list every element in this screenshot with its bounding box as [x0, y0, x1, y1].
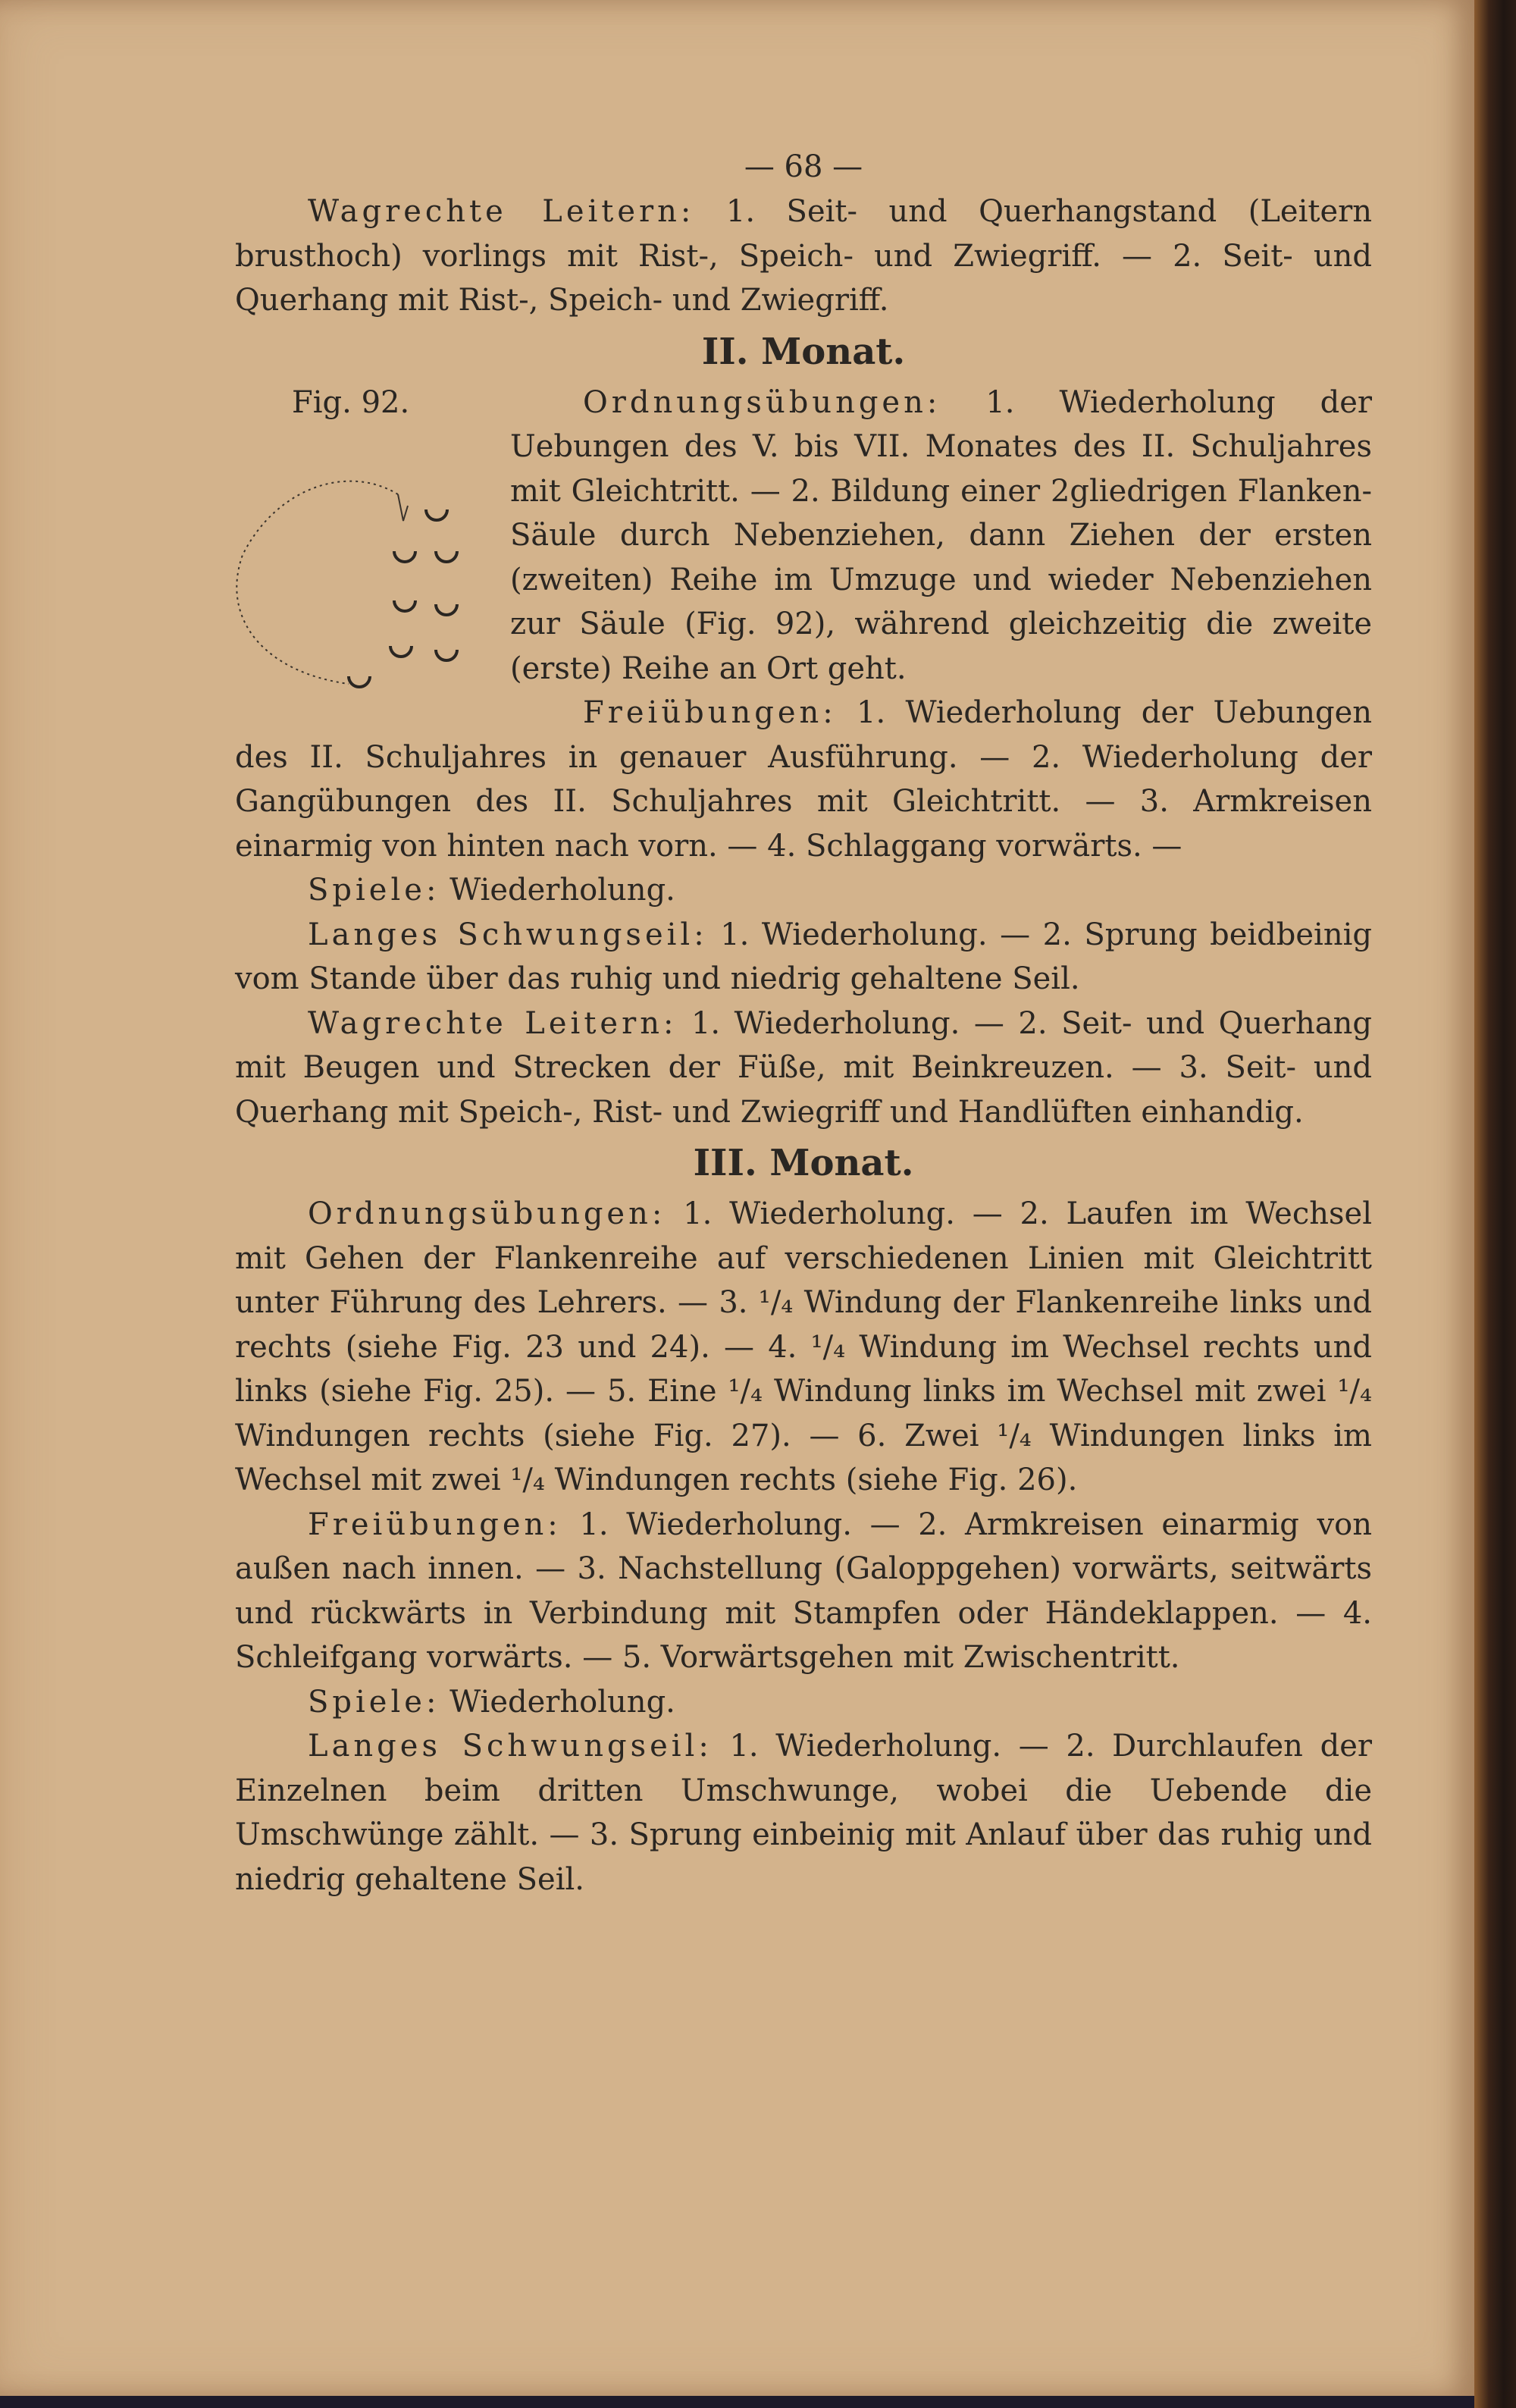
book-edge [1474, 0, 1516, 2408]
paragraph-text: Wiederholung. [440, 1684, 675, 1720]
paragraph-frei-iii [235, 1503, 1372, 1680]
paragraph-heading: Ordnungsübungen: [308, 1196, 666, 1231]
scan-border [0, 2396, 1474, 2408]
paragraph-spiele-iii [235, 1680, 1372, 1725]
paragraph-text: 1. Wiederholung. — 2. Seit- und Querhang mit Beugen und Strecken der Füße, mit Beinkreuzen. — 3. Seit- und Querhang mit Speich-, Rist- und Zwiegriff und Handlüften einhandig. [235, 1005, 1372, 1130]
formation-mark [436, 650, 457, 660]
section-title-ii: II. Monat. [701, 330, 906, 373]
section-title-iii: III. Monat. [693, 1142, 914, 1184]
figure-block [235, 381, 1372, 869]
paragraph-seil-iii [235, 1724, 1372, 1902]
paragraph-text: 1. Wiederholung der Uebungen des V. bis VII. Monates des II. Schuljahres mit Gleichtritt. — 2. Bildung einer 2gliedrigen Flanken-Säule durch Nebenziehen, dann Ziehen der ersten (zweiten) Reihe im Umzuge und wieder Nebenziehen zur Säule (Fig. 92), während gleichzeitig die zweite (erste) Reihe an Ort geht. [510, 384, 1372, 686]
formation-mark [390, 646, 412, 657]
page-text [235, 136, 1372, 1902]
paragraph-heading: Freiübungen: [583, 695, 837, 730]
paragraph-heading: Ordnungsübungen: [583, 384, 941, 420]
paragraph-frei-ii [235, 691, 1372, 868]
dashed-path [236, 481, 398, 683]
paragraph-heading: Wagrechte Leitern: [308, 1005, 678, 1041]
figure-92 [235, 381, 496, 699]
figure-label: Fig. 92. [292, 384, 410, 420]
paragraph-intro [235, 190, 1372, 323]
formation-mark [436, 604, 457, 615]
paragraph-heading: Spiele: [308, 873, 440, 908]
paragraph-text: 1. Wiederholung. — 2. Laufen im Wechsel mit Gehen der Flankenreihe auf verschiedenen Linien mit Gleichtritt unter Führung des Lehrers. — 3. ¹/₄ Windung der Flankenreihe links und rechts (siehe Fig. 23 und 24). — 4. ¹/₄ Windung im Wechsel rechts und links (siehe Fig. 25). — 5. Eine ¹/₄ Windung links im Wechsel mit zwei ¹/₄ Windungen rechts (siehe Fig. 27). — 6. Zwei ¹/₄ Windungen links im Wechsel mit zwei ¹/₄ Windungen rechts (siehe Fig. 26). [235, 1196, 1372, 1497]
paragraph-text: 1. Wiederholung. — 2. Durchlaufen der Einzelnen beim dritten Umschwunge, wobei die Uebende die Umschwünge zählt. — 3. Sprung einbeinig mit Anlauf über das ruhig und niedrig gehaltene Seil. [235, 1729, 1372, 1897]
formation-mark [426, 510, 447, 520]
paragraph-text: 1. Wiederholung der Uebungen des II. Schuljahres in genauer Ausführung. — 2. Wiederholung der Gangübungen des II. Schuljahres mit Gleichtritt. — 3. Armkreisen einarmig von hinten nach vorn. — 4. Schlaggang vorwärts. — [235, 695, 1372, 864]
formation-mark [349, 676, 370, 687]
paragraph-text: 1. Seit- und Querhangstand (Leitern brusthoch) vorlings mit Rist-, Speich- und Zwiegriff. — 2. Seit- und Querhang mit Rist-, Speich- und Zwiegriff. [235, 194, 1373, 318]
paragraph-leitern-ii [235, 1002, 1372, 1135]
paragraph-heading: Spiele: [308, 1684, 440, 1720]
paragraph-heading: Wagrechte Leitern: [308, 194, 695, 229]
paragraph-spiele-ii [235, 868, 1372, 913]
arrow-mark [398, 494, 408, 521]
paragraph-heading: Langes Schwungseil: [308, 1729, 713, 1764]
formation-mark [394, 551, 415, 562]
paragraph-text: Wiederholung. [440, 873, 675, 908]
paragraph-ordnung-iii [235, 1192, 1372, 1503]
formation-mark [394, 600, 415, 611]
paragraph-heading: Langes Schwungseil: [308, 917, 708, 952]
paragraph-text: 1. Wiederholung. — 2. Armkreisen einarmig von außen nach innen. — 3. Nachstellung (Galoppgehen) vorwärts, seitwärts und rückwärts in Verbindung mit Stampfen oder Händeklappen. — 4. Schleifgang vorwärts. — 5. Vorwärtsgehen mit Zwischentritt. [235, 1507, 1372, 1675]
paragraph-seil-ii [235, 913, 1372, 1002]
paragraph-text: 1. Wiederholung. — 2. Sprung beidbeinig vom Stande über das ruhig und niedrig gehaltene Seil. [235, 917, 1372, 996]
formation-diagram [235, 422, 496, 703]
formation-mark [436, 551, 457, 562]
paragraph-heading: Freiübungen: [308, 1507, 562, 1542]
page-number: — 68 — [744, 149, 863, 184]
